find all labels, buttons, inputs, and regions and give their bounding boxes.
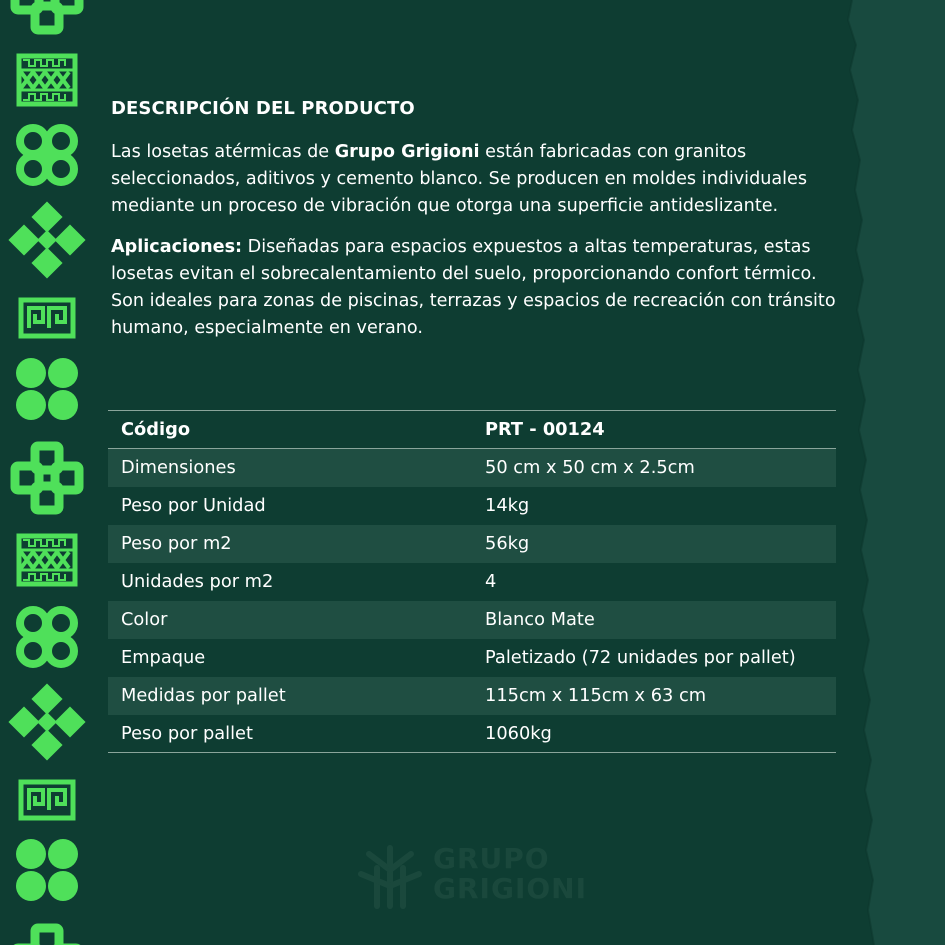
product-description-heading: DESCRIPCIÓN DEL PRODUCTO — [111, 98, 415, 119]
wheat-logo-icon — [355, 840, 425, 910]
four-circles-tile-icon — [16, 358, 78, 420]
cross-tile-icon — [15, 928, 79, 945]
table-row — [108, 639, 836, 677]
spec-value: 115cm x 115cm x 63 cm — [485, 685, 707, 706]
table-row — [108, 677, 836, 715]
specifications-table — [108, 410, 836, 753]
table-header-row — [108, 411, 836, 449]
greek-fret-band-icon — [19, 56, 75, 104]
spec-value: 1060kg — [485, 722, 552, 744]
watermark-text-line2: GRIGIONI — [433, 872, 588, 905]
spec-value: 50 cm x 50 cm x 2.5cm — [485, 457, 695, 479]
applications-paragraph — [111, 234, 846, 342]
table-row — [108, 563, 836, 601]
four-circles-tile-icon — [16, 839, 78, 901]
greek-fret-band-icon — [19, 536, 75, 584]
meander-tile-icon — [21, 300, 73, 336]
spec-value: 4 — [485, 571, 497, 592]
description-text: Las losetas atérmicas de — [111, 142, 335, 162]
cross-tile-icon — [15, 446, 79, 510]
applications-text: Diseñadas para espacios expuestos a altas temperaturas, estas losetas evitan el sobrecalentamiento del suelo, proporcionando confort térmico. Son ideales para zonas de piscinas, terrazas y espacios de recreación con tránsito humano, especialmente en verano. — [111, 237, 836, 338]
cross-tile-icon — [15, 0, 79, 30]
table-row — [108, 525, 836, 563]
applications-label: Aplicaciones: — [111, 237, 243, 257]
spec-label: Unidades por m2 — [121, 571, 274, 592]
spec-label: Peso por Unidad — [121, 495, 266, 516]
spec-value: 14kg — [485, 495, 530, 516]
code-label: Código — [121, 419, 191, 440]
brand-name: Grupo Grigioni — [334, 142, 480, 162]
description-text: están fabricadas con granitos seleccionados, aditivos y cemento blanco. Se producen en moldes individuales mediante un proceso de vibración que otorga una superficie antideslizante. — [111, 142, 808, 216]
table-row — [108, 487, 836, 525]
spec-label: Peso por pallet — [121, 722, 253, 744]
decorative-pattern-column — [0, 0, 95, 945]
spec-value: Paletizado (72 unidades por pallet) — [485, 647, 796, 668]
grupo-grigioni-watermark-logo — [355, 840, 595, 912]
diamond-tile-icon — [8, 683, 85, 760]
spec-label: Peso por m2 — [121, 533, 232, 554]
spec-label: Dimensiones — [121, 457, 236, 479]
meander-tile-icon — [21, 782, 73, 818]
lattice-tile-icon — [20, 610, 74, 664]
spec-value: Blanco Mate — [485, 609, 595, 630]
spec-label: Empaque — [121, 647, 206, 668]
spec-value: 56kg — [485, 533, 530, 554]
description-paragraph — [111, 139, 846, 220]
spec-label: Medidas por pallet — [121, 685, 286, 706]
table-row — [108, 601, 836, 639]
table-row — [108, 715, 836, 753]
lattice-tile-icon — [20, 128, 74, 182]
watermark-text-line1: GRUPO — [433, 842, 550, 875]
table-row — [108, 449, 836, 487]
spec-label: Color — [121, 609, 168, 630]
diamond-tile-icon — [8, 201, 85, 278]
code-value: PRT - 00124 — [485, 419, 605, 440]
